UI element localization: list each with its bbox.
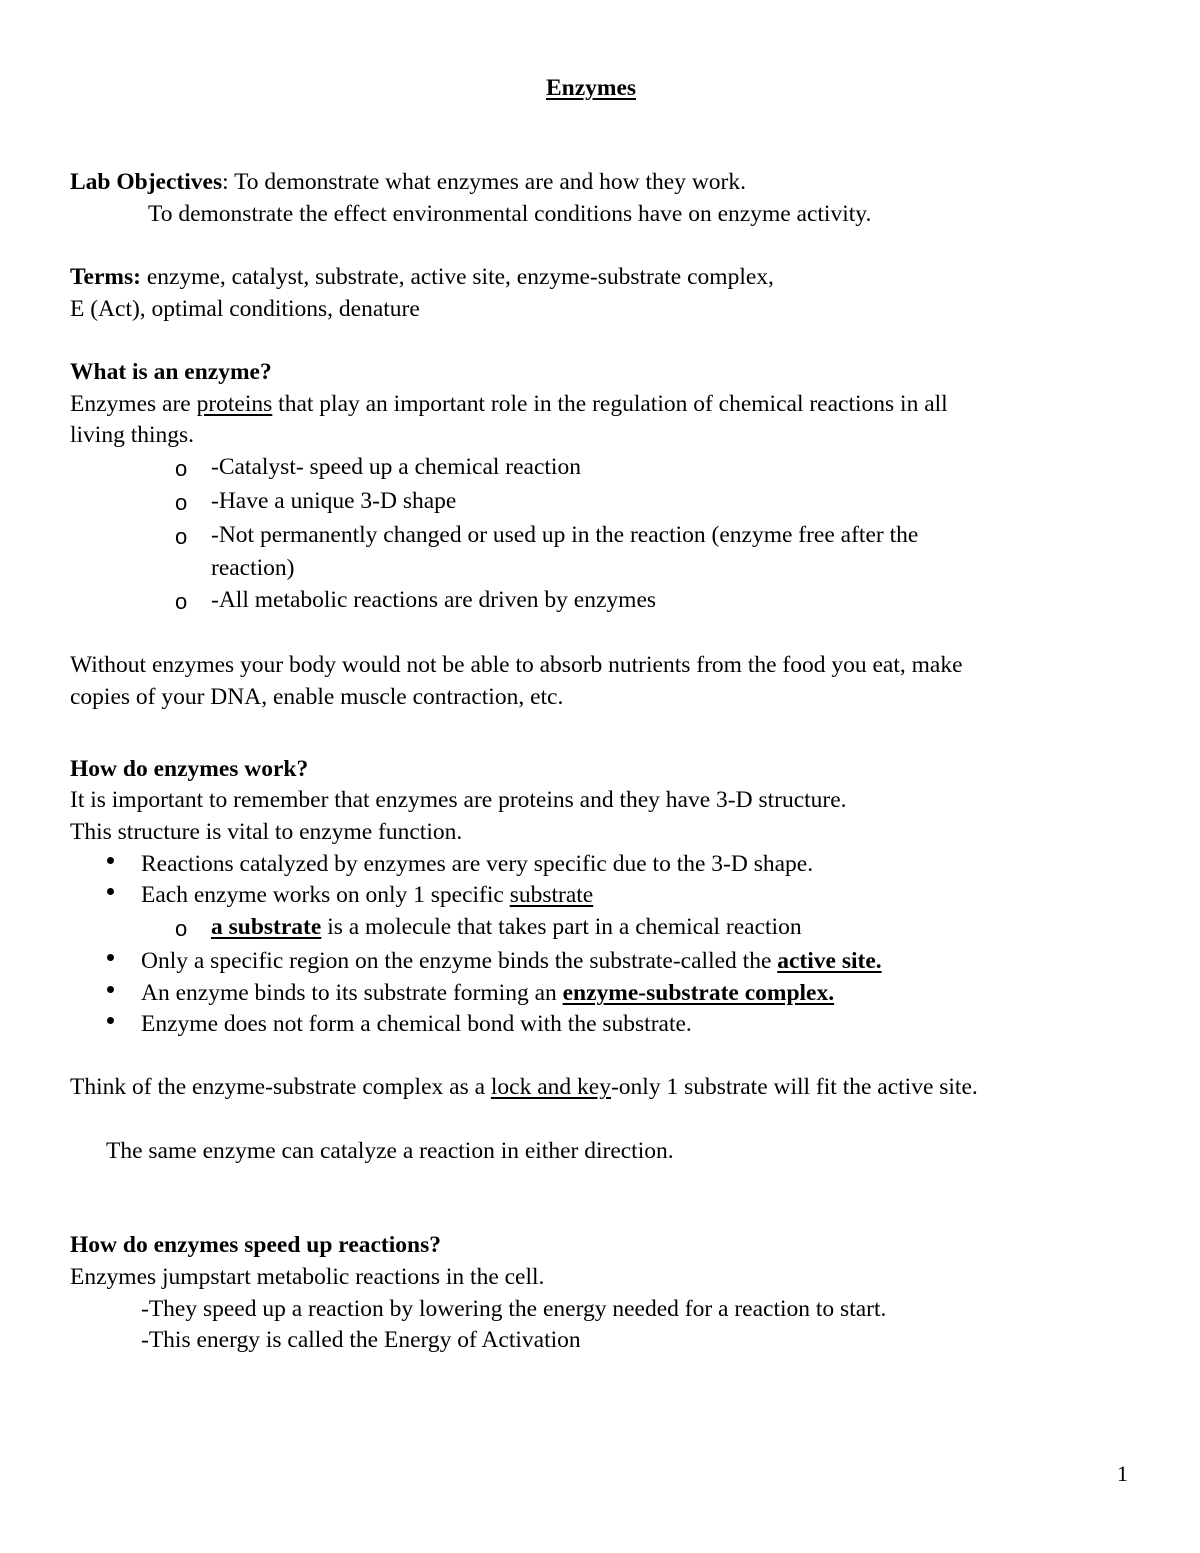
what-is-heading: What is an enzyme? [70, 359, 272, 385]
b3-text: Only a specific region on the enzyme binds the substrate-called the [141, 948, 778, 974]
list-item: Reactions catalyzed by enzymes are very specific due to the 3-D shape. [141, 851, 814, 877]
terms-label: Terms: [70, 264, 141, 290]
objectives-label: Lab Objectives [70, 169, 223, 195]
terms-text-1: enzyme, catalyst, substrate, active site, enzyme-substrate complex, [140, 264, 774, 290]
lock-text-b: -only 1 substrate will fit the active site. [610, 1074, 978, 1100]
lock-and-key-line [70, 1071, 978, 1103]
complex-term: enzyme-substrate complex. [562, 980, 835, 1006]
list-item: -Have a unique 3-D shape [211, 488, 457, 514]
intro-text-a: Enzymes are [70, 391, 197, 417]
speed-line-2: -They speed up a reaction by lowering the energy needed for a reaction to start. [141, 1296, 887, 1322]
page-title: Enzymes [546, 75, 637, 101]
bullet-dot [107, 888, 114, 895]
what-is-intro [70, 388, 948, 420]
bullet-dot [107, 986, 114, 993]
list-item [211, 911, 802, 943]
how-work-line-2: This structure is vital to enzyme function. [70, 819, 463, 845]
terms-line-2: E (Act), optimal conditions, denature [70, 296, 420, 322]
active-site-term: active site. [777, 948, 882, 974]
objectives-line-1 [70, 166, 746, 198]
intro-text-b: that play an important role in the regulation of chemical reactions in all [272, 391, 948, 417]
a-substrate-term: a substrate [211, 914, 322, 940]
bullet-o-marker: o [175, 524, 188, 549]
sub-rest-text: is a molecule that takes part in a chemical reaction [321, 914, 802, 940]
same-enzyme-line: The same enzyme can catalyze a reaction in either direction. [106, 1138, 674, 1164]
without-line-1: Without enzymes your body would not be able to absorb nutrients from the food you eat, make [70, 652, 963, 678]
how-work-line-1: It is important to remember that enzymes are proteins and they have 3-D structure. [70, 787, 847, 813]
list-item [141, 977, 834, 1009]
bullet-o-marker: o [175, 490, 188, 515]
bullet-o-marker: o [175, 589, 188, 614]
speed-heading: How do enzymes speed up reactions? [70, 1232, 441, 1258]
objectives-colon: : [222, 169, 229, 195]
bullet-o-marker: o [175, 456, 188, 481]
speed-line-3: -This energy is called the Energy of Activation [141, 1327, 581, 1353]
speed-line-1: Enzymes jumpstart metabolic reactions in the cell. [70, 1264, 545, 1290]
b4-text: An enzyme binds to its substrate forming an [141, 980, 563, 1006]
bullet-o-marker: o [175, 916, 188, 941]
list-item: Enzyme does not form a chemical bond with the substrate. [141, 1011, 692, 1037]
bullet-dot [107, 954, 114, 961]
list-item: -All metabolic reactions are driven by enzymes [211, 587, 657, 613]
objectives-text-1: To demonstrate what enzymes are and how they work. [228, 169, 747, 195]
list-item [141, 945, 882, 977]
objectives-line-2: To demonstrate the effect environmental conditions have on enzyme activity. [148, 201, 872, 227]
proteins-term: proteins [196, 391, 273, 417]
list-item: -Not permanently changed or used up in the reaction (enzyme free after the [211, 522, 919, 548]
list-item: -Catalyst- speed up a chemical reaction [211, 454, 581, 480]
lock-and-key-term: lock and key [490, 1074, 611, 1100]
bullet-dot [107, 1017, 114, 1024]
b2-text: Each enzyme works on only 1 specific [141, 882, 510, 908]
list-item [141, 879, 593, 911]
page-number: 1 [1117, 1461, 1128, 1486]
substrate-term: substrate [509, 882, 594, 908]
bullet-dot [107, 857, 114, 864]
lock-text-a: Think of the enzyme-substrate complex as a [70, 1074, 491, 1100]
terms-line-1 [70, 261, 774, 293]
how-work-heading: How do enzymes work? [70, 756, 309, 782]
without-line-2: copies of your DNA, enable muscle contraction, etc. [70, 684, 564, 710]
list-item-cont: reaction) [211, 555, 295, 581]
what-is-intro-cont: living things. [70, 422, 195, 448]
